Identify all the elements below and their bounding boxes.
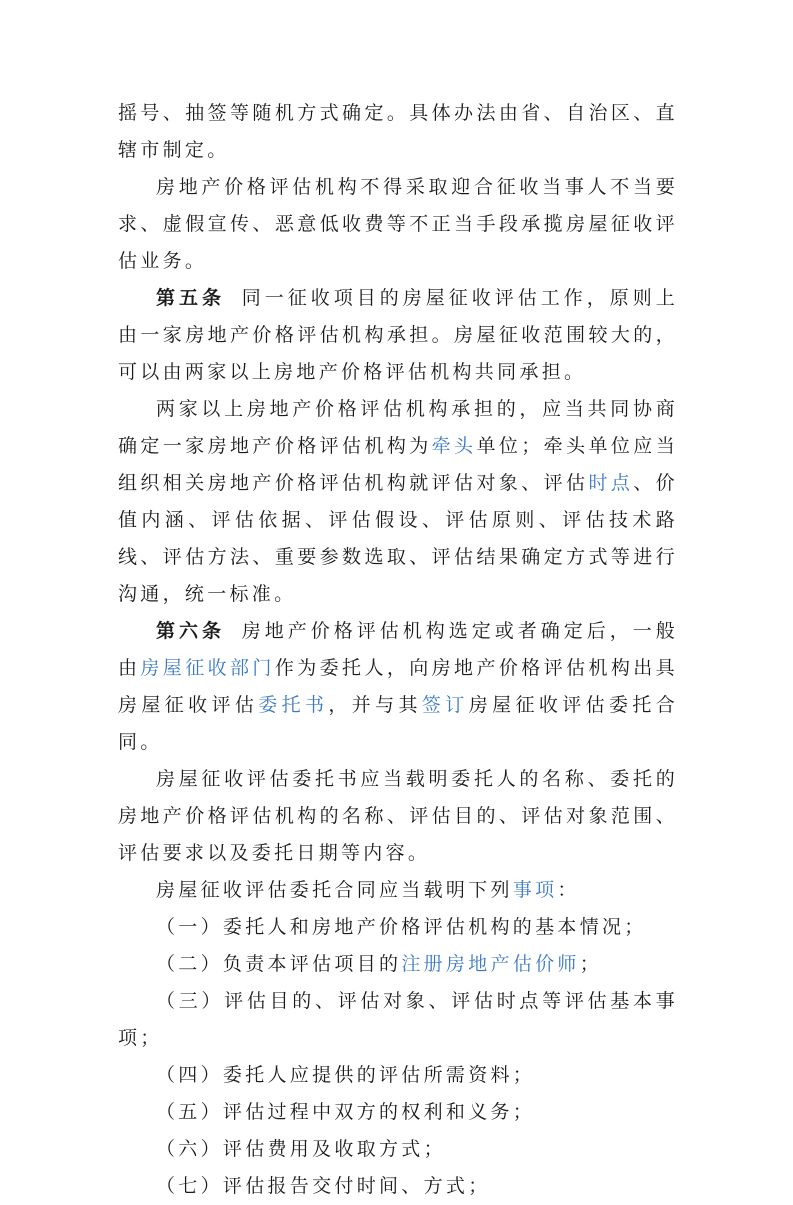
list-item: [118, 1094, 678, 1131]
document-body: [118, 95, 678, 1205]
link-qianding[interactable]: 签订: [421, 694, 469, 716]
paragraph: [118, 761, 678, 872]
list-item-text: （三）评估目的、评估对象、评估时点等评估基本事项；: [118, 990, 678, 1049]
list-item: [118, 1168, 678, 1205]
list-item-text: （五）评估过程中双方的权利和义务；: [156, 1101, 536, 1123]
list-item: [118, 946, 678, 983]
paragraph-text: 作为委托人，向房地产价格评估机构出具房屋征收评估: [118, 657, 678, 716]
link-zhuce-guijiashi[interactable]: 注册房地产估价师: [401, 953, 580, 975]
paragraph-text: 房屋征收评估委托合同。: [118, 694, 679, 753]
list-item-text: （七）评估报告交付时间、方式；: [156, 1175, 491, 1197]
list-item: [118, 909, 678, 946]
paragraph-text: 房地产价格评估机构不得采取迎合征收当事人不当要求、虚假宣传、恶意低收费等不正当手段承揽房屋征收评估业务。: [118, 176, 678, 272]
list-item-text: （一）委托人和房地产价格评估机构的基本情况；: [156, 916, 647, 938]
list-item: [118, 1057, 678, 1094]
paragraph-text: 、价值内涵、评估依据、评估假设、评估原则、评估技术路线、评估方法、重要参数选取、评估结果确定方式等进行沟通，统一标准。: [118, 472, 678, 605]
list-item: [118, 1131, 678, 1168]
article-5: [118, 280, 678, 391]
paragraph-text: ：: [557, 879, 580, 901]
paragraph-text: 房地产价格评估机构选定或者确定后，一般由: [118, 620, 678, 679]
paragraph-text: 两家以上房地产价格评估机构承担的，应当共同协商确定一家房地产价格评估机构为: [118, 398, 678, 457]
paragraph: [118, 95, 678, 169]
list-item-text: （六）评估费用及收取方式；: [156, 1138, 446, 1160]
paragraph-text: 同一征收项目的房屋征收评估工作，原则上由一家房地产价格评估机构承担。房屋征收范围较大的，可以由两家以上房地产价格评估机构共同承担。: [118, 287, 678, 383]
article-6: [118, 613, 678, 761]
paragraph: [118, 872, 678, 909]
link-fangwu-zhengshou-bumen[interactable]: 房屋征收部门: [140, 657, 275, 679]
list-item-text: ；: [579, 953, 603, 975]
article-label: 第六条: [156, 620, 225, 642]
link-qiantou[interactable]: 牵头: [431, 435, 477, 457]
paragraph-text: ，并与其: [328, 694, 422, 716]
paragraph-text: 单位；牵头单位应当组织相关房地产价格评估机构就评估对象、评估: [118, 435, 678, 494]
paragraph-text: 房屋征收评估委托合同应当载明下列: [156, 879, 513, 901]
paragraph-text: 房屋征收评估委托书应当载明委托人的名称、委托的房地产价格评估机构的名称、评估目的、评估对象范围、评估要求以及委托日期等内容。: [118, 768, 678, 864]
link-shidian[interactable]: 时点: [588, 472, 634, 494]
list-item-text: （四）委托人应提供的评估所需资料；: [156, 1064, 536, 1086]
paragraph: [118, 391, 678, 613]
link-weituoshu[interactable]: 委托书: [258, 694, 329, 716]
paragraph-text: 摇号、抽签等随机方式确定。具体办法由省、自治区、直辖市制定。: [118, 102, 678, 161]
article-label: 第五条: [156, 287, 225, 309]
list-item-text: （二）负责本评估项目的: [156, 953, 402, 975]
list-item: [118, 983, 678, 1057]
link-shixiang[interactable]: 事项: [512, 879, 558, 901]
paragraph: [118, 169, 678, 280]
